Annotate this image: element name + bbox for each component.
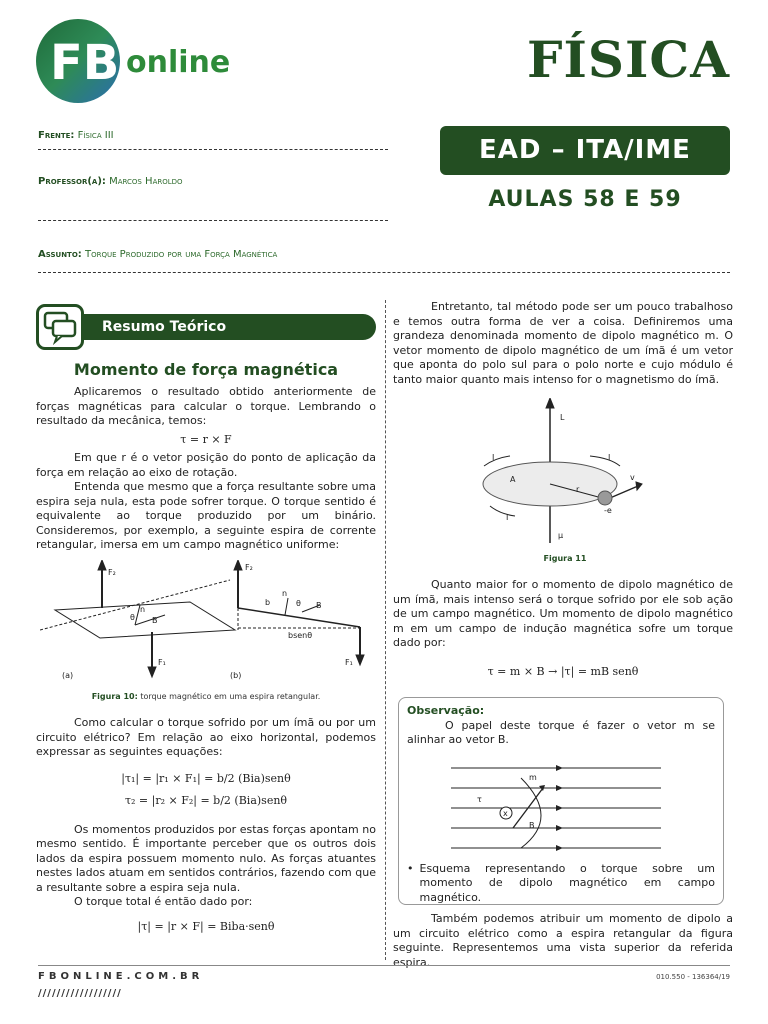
svg-text:I: I	[608, 453, 611, 462]
svg-text:L: L	[560, 413, 565, 422]
figure-dipole-field	[451, 758, 671, 858]
chat-icon	[36, 304, 84, 350]
paragraph: Como calcular o torque sofrido por um ímã ou por um circuito elétrico? Em relação ao eixo horizontal, podemos expressar as seguintes equações:	[36, 716, 376, 758]
meta-assunto: Assunto: Torque Produzido por uma Força Magnética	[38, 249, 278, 260]
right-column-bottom	[393, 912, 733, 970]
paragraph: Quanto maior for o momento de dipolo magnético de um ímã, mais intenso será o torque sofrido por ele sob ação de um campo magnético. Um momento de dipolo magnético m em um campo de indução magnética sofre um torque dado por:	[393, 578, 733, 649]
figure-11	[470, 398, 660, 548]
subject-title: FÍSICA	[527, 30, 730, 89]
equation: τ = m × B → |τ| = mB senθ	[487, 664, 639, 678]
svg-text:bsenθ: bsenθ	[288, 631, 313, 640]
observation-text: O papel deste torque é fazer o vetor m se alinhar ao vetor B.	[407, 718, 715, 746]
bullet-icon: •	[407, 861, 414, 875]
observation-bullet: • Esquema representando o torque sobre um momento de dipolo magnético em campo magnético.	[407, 861, 715, 904]
meta-professor: Professor(a): Marcos Haroldo	[38, 176, 183, 187]
footer-divider	[38, 965, 730, 966]
paragraph: Os momentos produzidos por estas forças apontam no mesmo sentido. É importante perceber que os outros dois lados da espira possuem momento nulo. As forças atuantes nestes lados atuam em sentidos contrários, fazendo com que a resultante sobre a espira seja nula.	[36, 822, 376, 894]
observation-title: Observação:	[407, 704, 485, 717]
observation-box	[398, 697, 724, 905]
svg-text:(b): (b)	[230, 671, 242, 680]
svg-text:m: m	[529, 772, 537, 782]
figure-11-caption: Figura 11	[543, 554, 587, 563]
equation: |τ₁| = |r₁ × F₁| = b/2 (Bia)senθ	[121, 771, 291, 785]
right-column-top	[393, 300, 733, 387]
svg-text:n: n	[282, 589, 288, 598]
svg-text:τ: τ	[477, 794, 482, 804]
footer-decoration: //////////////////	[38, 988, 122, 999]
svg-text:θ: θ	[296, 599, 301, 608]
document-code: 010.550 - 136364/19	[656, 973, 730, 981]
equation: τ₂ = |r₂ × F₂| = b/2 (Bia)senθ	[124, 794, 288, 807]
paragraph: Também podemos atribuir um momento de dipolo a um circuito elétrico como a espira retangular da figura seguinte. Representemos uma vista superior da referida espira.	[393, 912, 733, 969]
svg-text:B: B	[316, 601, 322, 610]
svg-text:F₁: F₁	[158, 658, 166, 667]
paragraph: Em que r é o vetor posição do ponto de aplicação da força em relação ao eixo de rotação.	[36, 451, 376, 479]
column-separator	[385, 300, 386, 960]
svg-text:v: v	[630, 473, 635, 482]
fb-online-logo	[34, 17, 234, 105]
svg-text:B: B	[152, 616, 158, 625]
svg-text:B: B	[529, 820, 535, 830]
resumo-label: Resumo Teórico	[66, 314, 376, 340]
paragraph: Entenda que mesmo que a força resultante sobre uma espira seja nula, esta pode sofrer torque. O torque sentido é equivalente ao torque produzido por um binário. Consideremos, por exemplo, a seguinte espira de corrente retangular, imersa em um campo magnético uniforme:	[36, 480, 376, 551]
section-title: Momento de força magnética	[73, 360, 339, 379]
divider	[38, 149, 388, 150]
lessons-title: AULAS 58 E 59	[488, 187, 682, 212]
figure-10	[40, 560, 375, 685]
right-column-middle	[393, 578, 733, 683]
divider	[38, 220, 388, 221]
svg-text:I: I	[506, 513, 509, 522]
svg-text:F₂: F₂	[245, 563, 253, 572]
svg-text:b: b	[265, 598, 271, 607]
figure-10-caption: Figura 10: torque magnético em uma espira retangular.	[91, 692, 321, 701]
meta-frente: Frente: Física III	[38, 130, 114, 141]
equation: τ = r × F	[180, 432, 232, 446]
paragraph: Aplicaremos o resultado obtido anteriormente de forças magnéticas para calcular o torque. Lembrando o resultado da mecânica, temos:	[36, 385, 376, 427]
svg-text:F₁: F₁	[345, 658, 353, 667]
svg-text:n: n	[140, 605, 146, 614]
left-column-bottom	[36, 716, 376, 938]
course-badge: EAD – ITA/IME	[440, 126, 730, 175]
svg-text:I: I	[492, 453, 495, 462]
left-column-top	[36, 385, 376, 553]
svg-text:θ: θ	[130, 613, 135, 622]
paragraph: Entretanto, tal método pode ser um pouco trabalhoso e temos outra forma de ver a coisa. Definiremos uma grandeza denominada momento de dipolo magnético m. O vetor momento de dipolo magnético de um ímã é um vetor que aponta do polo sul para o polo norte e cujo módulo é tanto maior quanto mais intenso for o magnetismo do ímã.	[393, 300, 733, 386]
svg-text:(a): (a)	[62, 671, 74, 680]
equation: |τ| = |r × F| = Biba·senθ	[137, 919, 275, 933]
svg-text:online: online	[126, 45, 231, 80]
svg-text:-e: -e	[604, 506, 612, 515]
divider	[38, 272, 730, 273]
svg-text:μ: μ	[558, 531, 564, 540]
svg-text:x: x	[503, 808, 508, 818]
svg-text:A: A	[510, 475, 516, 484]
paragraph: O torque total é então dado por:	[74, 895, 253, 908]
footer-url: FBONLINE.COM.BR	[38, 971, 204, 982]
resumo-teorico-banner	[36, 304, 376, 350]
svg-text:r: r	[576, 485, 580, 494]
svg-text:F₂: F₂	[108, 568, 116, 577]
svg-text:FB: FB	[50, 35, 120, 91]
